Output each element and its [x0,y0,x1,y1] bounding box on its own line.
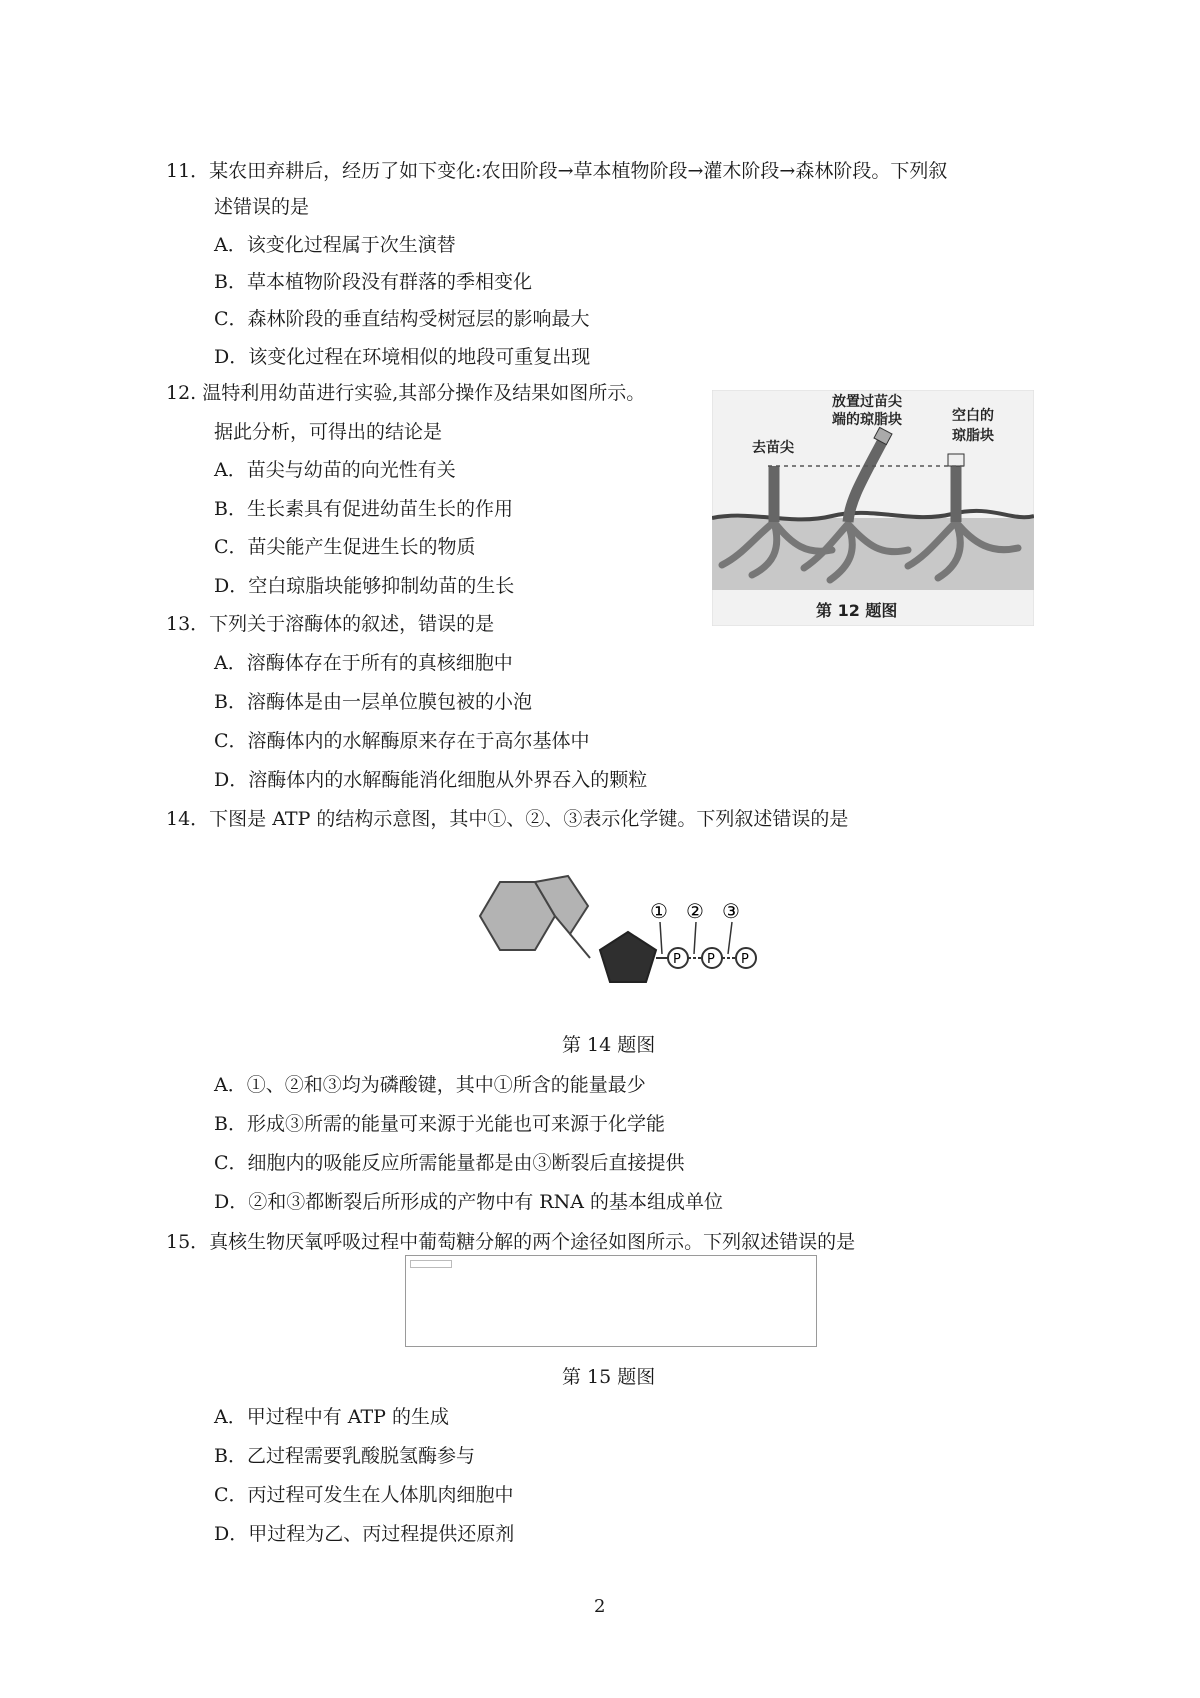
label-treated-agar-1: 放置过苗尖 [832,394,902,410]
seedling-experiment-figure [712,390,1034,626]
phosphate-3-label: P [741,952,749,967]
phosphate-2-label: P [707,952,715,967]
q13-option-d: D．溶酶体内的水解酶能消化细胞从外界吞入的颗粒 [214,769,648,791]
label-treated-agar-2: 端的琼脂块 [832,412,902,428]
bond-3-label: ③ [722,899,740,923]
q15-stem: 15．真核生物厌氧呼吸过程中葡萄糖分解的两个途径如图所示。下列叙述错误的是 [166,1231,856,1253]
q12-stem-line2: 据此分析，可得出的结论是 [214,421,443,443]
q15-option-a: A．甲过程中有 ATP 的生成 [214,1406,449,1428]
q12-option-b: B．生长素具有促进幼苗生长的作用 [214,498,513,520]
q12-figure-caption: 第 12 题图 [816,601,898,620]
q14-option-a: A．①、②和③均为磷酸键，其中①所含的能量最少 [214,1074,646,1096]
q12-stem-line1: 12. 温特利用幼苗进行实验,其部分操作及结果如图所示。 [166,382,646,404]
ribose-pentagon [600,932,656,982]
q14-option-b: B．形成③所需的能量可来源于光能也可来源于化学能 [214,1113,665,1135]
page-number: 2 [594,1596,606,1617]
label-blank-agar-2: 琼脂块 [952,428,994,444]
phosphate-1-label: P [673,952,681,967]
q13-stem: 13．下列关于溶酶体的叙述，错误的是 [166,613,495,635]
q11-option-d: D．该变化过程在环境相似的地段可重复出现 [214,346,591,368]
q13-option-a: A．溶酶体存在于所有的真核细胞中 [214,652,513,674]
q15-caption: 第 15 题图 [562,1366,656,1388]
q11-option-c: C．森林阶段的垂直结构受树冠层的影响最大 [214,308,590,330]
bond-2-label: ② [686,899,704,923]
q14-option-d: D．②和③都断裂后所形成的产物中有 RNA 的基本组成单位 [214,1191,723,1213]
atp-structure-figure [460,870,760,1000]
q15-option-b: B．乙过程需要乳酸脱氢酶参与 [214,1445,475,1467]
agar-block-blank [948,454,964,466]
soil [712,518,1034,590]
broken-image-icon [410,1260,452,1268]
q13-option-c: C．溶酶体内的水解酶原来存在于高尔基体中 [214,730,590,752]
q14-option-c: C．细胞内的吸能反应所需能量都是由③断裂后直接提供 [214,1152,685,1174]
q12-option-c: C．苗尖能产生促进生长的物质 [214,536,476,558]
q15-option-c: C．丙过程可发生在人体肌肉细胞中 [214,1484,514,1506]
q11-stem-line1: 11．某农田弃耕后，经历了如下变化:农田阶段→草本植物阶段→灌木阶段→森林阶段。下列叙 [166,160,948,182]
q14-stem: 14．下图是 ATP 的结构示意图，其中①、②、③表示化学键。下列叙述错误的是 [166,808,849,830]
q12-option-d: D．空白琼脂块能够抑制幼苗的生长 [214,575,515,597]
q15-figure-placeholder [405,1255,817,1347]
q11-option-b: B．草本植物阶段没有群落的季相变化 [214,271,532,293]
q13-option-b: B．溶酶体是由一层单位膜包被的小泡 [214,691,532,713]
q11-option-a: A．该变化过程属于次生演替 [214,234,456,256]
label-blank-agar-1: 空白的 [952,408,994,424]
label-decapitated: 去苗尖 [752,440,794,456]
q14-caption: 第 14 题图 [562,1034,656,1056]
bond-1-label: ① [650,899,668,923]
q11-stem-line2: 述错误的是 [214,196,310,218]
q15-option-d: D．甲过程为乙、丙过程提供还原剂 [214,1523,515,1545]
q12-option-a: A．苗尖与幼苗的向光性有关 [214,459,456,481]
